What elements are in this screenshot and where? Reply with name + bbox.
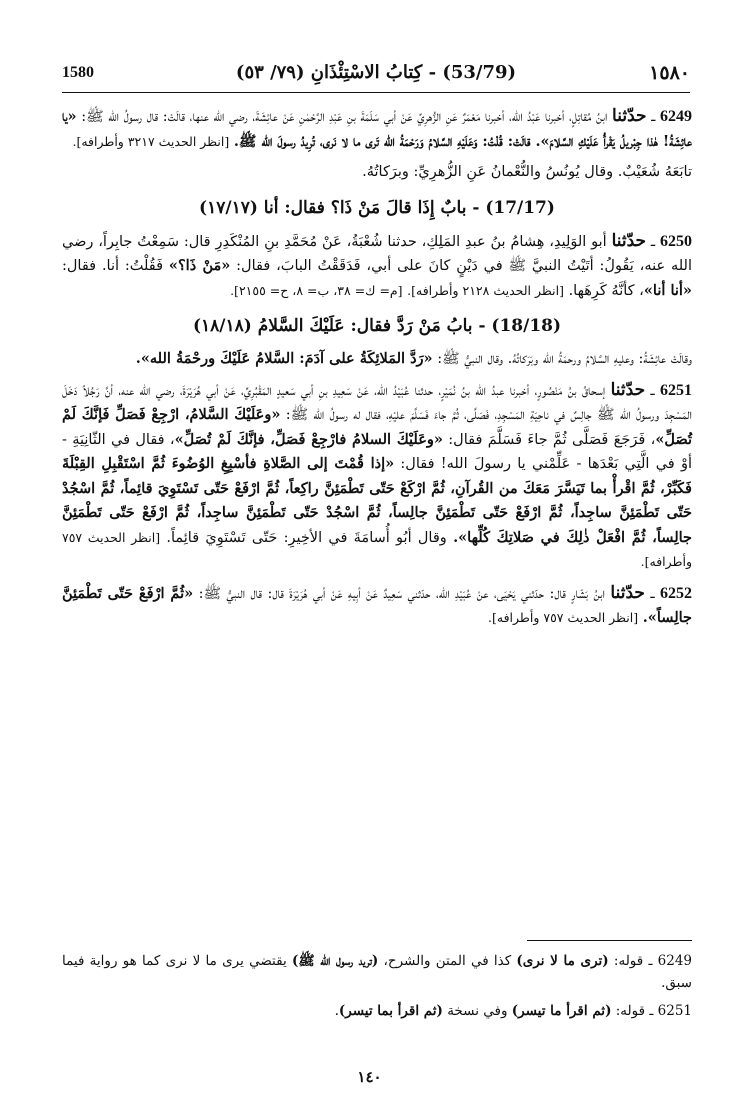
hadith-6249: 6249 ـ حدّثنا ابنُ مُقاتِلٍ، أخبرنا عَبْدُ الله، أخبرنا مَعْمَرٌ عَنِ الزُّهرِيِّ عَنْ أبي سَلَمَةَ بنِ عَبْدِ الرَّحْمٰنِ عَنْ عائِشَةَ، رضي الله عنها، قالَتْ: قال رسولُ الله ﷺ: «يا عائِشَةُ! هٰذا جِبْريلُ يَقْرأُ عَلَيْكِ السَّلامَ». قالَتْ: قُلْتُ: وَعَلَيْهِ السَّلامُ وَرَحْمَةُ الله تَرى ما لا نَرى، تُرِيدُ رسولَ الله ﷺ. [انظر الحديث ٣٢١٧ وأطرافه].	[62, 106, 693, 150]
footnote-6251	[62, 1000, 692, 1022]
hadith-text: ابنُ مُقاتِلٍ، أخبرنا عَبْدُ الله، أخبرنا مَعْمَرٌ عَنِ الزُّهرِيِّ عَنْ أبي سَلَمَةَ بنِ عَبْدِ الرَّحْمٰنِ عَنْ عائِشَةَ، رضي الله عنها، قالَتْ: قال رسولُ الله ﷺ:	[81, 109, 608, 125]
main-text	[62, 104, 692, 637]
hadith-6250: 6250 ـ حدّثنا أبو الوَلِيدِ، هِشامُ بنُ عبدِ المَلِكِ، حدثنا شُعْبَةُ، عَنْ مُحَمَّدِ بنِ المُنْكَدِرِ قال: سَمِعْتُ جابِراً، رضي الله عنه، يَقُولُ: أتَيْتُ النبيَّ ﷺ في دَيْنٍ كانَ على أبي، فَدَقَقْتُ البابَ، فقال: «مَنْ ذَا؟» فَقُلْتُ: أنا. فقال: «أنا أنا»، كأنَّهُ كَرِهَها. [انظر الحديث ٢١٢٨ وأطرافه]. [م= ك= ٣٨، ب= ٨، ح= ٢١٥٥].	[62, 230, 692, 299]
header-rule	[62, 92, 690, 93]
hadith-number: 6249	[660, 108, 693, 125]
footnote-text: ـ قوله:	[608, 953, 653, 969]
hadith-text: ، كأنَّهُ كَرِهَها.	[568, 282, 644, 299]
hadith-text: ابنُ بَشّارٍ قال: حدّثني يَحْيَى، عنْ عُبَيْدِ الله، حدّثني سَعِيدٌ عَنْ أبِيهِ عَنْ أبي هُرَيْرَةَ قال: قال النبيُّ ﷺ:	[198, 585, 605, 602]
footnote-number: 6251	[657, 1003, 692, 1019]
footnote-6249	[62, 950, 692, 994]
hadith-text: ، فقال في الثّانِيَةِ - أوْ في الَّتِي بَعْدَها - عَلِّمْني يا رسولَ الله! فقال:	[62, 431, 692, 472]
cross-reference: [انظر الحديث ٧٥٧ وأطرافه].	[488, 610, 639, 625]
footer-page-number: ١٤٠	[357, 1068, 382, 1086]
footnote-text: كذا في المتن والشرح،	[378, 953, 517, 969]
intro-text: وقالَتْ عائِشَةُ: وعليهِ السَّلامُ ورحمَةُ الله وبَرَكاتُهُ. وقال النبيُّ ﷺ:	[437, 351, 692, 367]
chapter-17-title: (17/17) - بابٌ إِذَا قالَ مَنْ ذَا؟ فقال: أنا (١٧/١٧)	[199, 197, 555, 218]
hadith-quote: «وعَلَيْكَ السلامُ فارْجِعْ فَصَلِّ، فإنَّكَ لَمْ تُصَلِّ»	[174, 430, 443, 448]
footnote-text: يقتضي يرى ما لا نرى كما هو رواية فيما سبق.	[62, 953, 692, 991]
running-title: (53/79) - كِتابُ الاسْتِئْذَانِ (٧٩/ ٥٣)	[235, 62, 517, 83]
haddathana-word: حدّثنا	[612, 106, 647, 126]
hadith-text: إسحاقُ بنُ مَنْصُورٍ، أخبرنا عبدُ الله بنُ نُمَيْرٍ، حدثنا عُبَيْدُ الله، عَنْ سَعِيدِ بنِ أبي سَعيدٍ المَقْبُرِيِّ، عَنْ أبي هُرَيْرَةَ، رضي الله عنه، أنَّ رَجُلاً دَخَلَ المَسْجِدَ ورسولُ الله ﷺ جالِسٌ في ناحِيَةِ المَسْجِدِ، فَصَلَّى، ثُمَّ جاءَ فَسَلَّمَ عليْهِ، فقال له رسولُ الله ﷺ:	[62, 382, 693, 423]
hadith-text: أبو الوَلِيدِ، هِشامُ بنُ عبدِ المَلِكِ، حدثنا شُعْبَةُ، عَنْ مُحَمَّدِ بنِ المُنْكَدِرِ قال: سَمِعْتُ جابِراً، رضي الله عنه، يَقُولُ: أتَيْتُ النبيَّ ﷺ في دَيْنٍ كانَ على أبي، فَدَقَقْتُ البابَ، فقال:	[62, 233, 692, 274]
footnote-quote: (تريد رسول الله ﷺ)	[291, 953, 379, 969]
chapter-18-title: (18/18) - بابُ مَنْ رَدَّ فقال: عَلَيْكَ السَّلامُ (١٨/١٨)	[192, 316, 562, 336]
hadith-6251: 6251 ـ حدّثنا إسحاقُ بنُ مَنْصُورٍ، أخبرنا عبدُ الله بنُ نُمَيْرٍ، حدثنا عُبَيْدُ الله، عَنْ سَعِيدِ بنِ أبي سَعيدٍ المَقْبُرِيِّ، عَنْ أبي هُرَيْرَةَ، رضي الله عنه، أنَّ رَجُلاً دَخَلَ المَسْجِدَ ورسولُ الله ﷺ جالِسٌ في ناحِيَةِ المَسْجِدِ، فَصَلَّى، ثُمَّ جاءَ فَسَلَّمَ عليْهِ، فقال له رسولُ الله ﷺ: «وعَلَيْكَ السَّلامُ، ارْجِعْ فَصَلِّ فَإنَّكَ لَمْ تُصَلِّ»، فَرَجَعَ فَصَلَّى ثُمَّ جاءَ فَسَلَّمَ فقال: «وعَلَيْكَ السلامُ فارْجِعْ فَصَلِّ، فإنَّكَ لَمْ تُصَلِّ»، فقال في الثّانِيَةِ - أوْ في الَّتِي بَعْدَها - عَلِّمْني يا رسولَ الله! فقال: «إذا قُمْتَ إلى الصَّلاةِ فأسْبِغِ الوُضُوءَ ثُمَّ اسْتَقْبِلِ القِبْلَةَ فَكَبِّرْ، ثُمَّ اقْرأْ بما تَيَسَّرَ مَعَكَ من القُرآنِ، ثُمَّ ارْكَعْ حَتّى تَطْمَئِنَّ راكِعاً، ثُمَّ ارْفَعْ حَتّى تَسْتَوِيَ قائِماً، ثُمَّ اسْجُدْ حَتّى تَطْمَئِنَّ ساجِداً، ثُمَّ ارْفَعْ حَتّى تَطْمَئِنَّ جالِساً، ثُمَّ اسْجُدْ حَتّى تَطْمَئِنَّ ساجِداً، ثُمَّ ارْفَعْ حَتّى تَطْمَئِنَّ جالِساً، ثُمَّ افْعَلْ ذٰلِكَ في صَلاتِكَ كُلِّها». وقال أبُو أُسامَةَ في الأخِيرِ: حَتّى تَسْتَوِيَ قائِماً. [انظر الحديث ٧٥٧ وأطرافه].	[62, 379, 693, 569]
hadith-text: وقال أبُو أُسامَةَ في الأخِيرِ: حَتّى تَسْتَوِيَ قائِماً.	[166, 529, 447, 546]
cross-reference: [انظر الحديث ٣٢١٧ وأطرافه].	[72, 133, 230, 149]
hadith-number: 6251	[660, 381, 693, 399]
cross-reference: [انظر الحديث ٢١٢٨ وأطرافه].	[407, 282, 564, 298]
footnote-text: .	[334, 1003, 339, 1019]
muslim-reference: [م= ك= ٣٨، ب= ٨، ح= ٢١٥٥].	[230, 282, 403, 298]
page-number-arabic: ١٥٨٠	[649, 62, 690, 84]
hadith-quote: «ثُمَّ ارْفَعْ حَتّى تَطْمَئِنَّ جالِساً».	[62, 584, 692, 626]
hadith-number: 6250	[660, 232, 692, 250]
footnote-rule	[527, 940, 692, 941]
intro-quote: «رَدَّ المَلائِكَةُ على آدَمَ: السَّلامُ عَلَيْكَ ورحْمَةُ الله».	[135, 350, 433, 367]
chapter-18-intro	[62, 347, 692, 372]
footnotes	[62, 950, 692, 1028]
hadith-6252: 6252 ـ حدّثنا ابنُ بَشّارٍ قال: حدّثني يَحْيَى، عنْ عُبَيْدِ الله، حدّثني سَعِيدٌ عَنْ أبِيهِ عَنْ أبي هُرَيْرَةَ قال: قال النبيُّ ﷺ: «ثُمَّ ارْفَعْ حَتّى تَطْمَئِنَّ جالِساً». [انظر الحديث ٧٥٧ وأطرافه].	[62, 582, 693, 626]
hadith-quote: «وعَلَيْكَ السَّلامُ، ارْجِعْ فَصَلِّ فَإنَّكَ لَمْ تُصَلِّ»	[62, 406, 692, 448]
footnote-quote: (ثم اقرأ بما تيسر)	[338, 1003, 443, 1019]
footnote-number: 6249	[657, 953, 693, 969]
footnote-text: وفي نسخة	[442, 1003, 512, 1019]
hadith-text: فَقُلْتُ: أنا. فقال:	[62, 258, 164, 274]
footnote-quote: (ثم اقرأ ما تيسر)	[511, 1003, 612, 1019]
page-number-latin: 1580	[62, 64, 94, 81]
hadith-quote: «أنا أنا»	[643, 281, 692, 299]
hadith-6249-follow: تابَعَهُ شُعَيْبٌ. وقال يُونُسُ والنُّعْمانُ عَنِ الزُّهرِيِّ: وبرَكاتُهُ.	[362, 164, 692, 180]
haddathana-word: حدّثنا	[610, 582, 645, 603]
hadith-quote: «إذا قُمْتَ إلى الصَّلاةِ فأسْبِغِ الوُضُوءَ ثُمَّ اسْتَقْبِلِ القِبْلَةَ فَكَبِّرْ، ثُمَّ اقْرأْ بما تَيَسَّرَ مَعَكَ من القُرآنِ، ثُمَّ ارْكَعْ حَتّى تَطْمَئِنَّ راكِعاً، ثُمَّ ارْفَعْ حَتّى تَسْتَوِيَ قائِماً، ثُمَّ اسْجُدْ حَتّى تَطْمَئِنَّ ساجِداً، ثُمَّ ارْفَعْ حَتّى تَطْمَئِنَّ جالِساً، ثُمَّ اسْجُدْ حَتّى تَطْمَئِنَّ ساجِداً، ثُمَّ ارْفَعْ حَتّى تَطْمَئِنَّ جالِساً، ثُمَّ افْعَلْ ذٰلِكَ في صَلاتِكَ كُلِّها».	[62, 455, 693, 546]
haddathana-word: حدّثنا	[610, 379, 646, 400]
footnote-text: ـ قوله:	[611, 1003, 654, 1019]
footnote-quote: (ترى ما لا نرى)	[516, 953, 609, 969]
hadith-number: 6252	[660, 584, 693, 602]
hadith-quote: «مَنْ ذَا؟»	[168, 257, 231, 274]
hadith-text: ، فَرَجَعَ فَصَلَّى ثُمَّ جاءَ فَسَلَّمَ فقال:	[448, 431, 656, 448]
hadith-quote: «يا عائِشَةُ! هٰذا جِبْريلُ يَقْرأُ عَلَيْكِ السَّلامَ». قالَتْ: قُلْتُ: وَعَلَيْهِ السَّلامُ وَرَحْمَةُ الله تَرى ما لا نَرى، تُرِيدُ رسولَ الله ﷺ.	[62, 108, 692, 150]
page-header	[62, 58, 690, 88]
haddathana-word: حدّثنا	[611, 230, 647, 251]
cross-reference: [انظر الحديث ٧٥٧ وأطرافه].	[62, 529, 692, 569]
